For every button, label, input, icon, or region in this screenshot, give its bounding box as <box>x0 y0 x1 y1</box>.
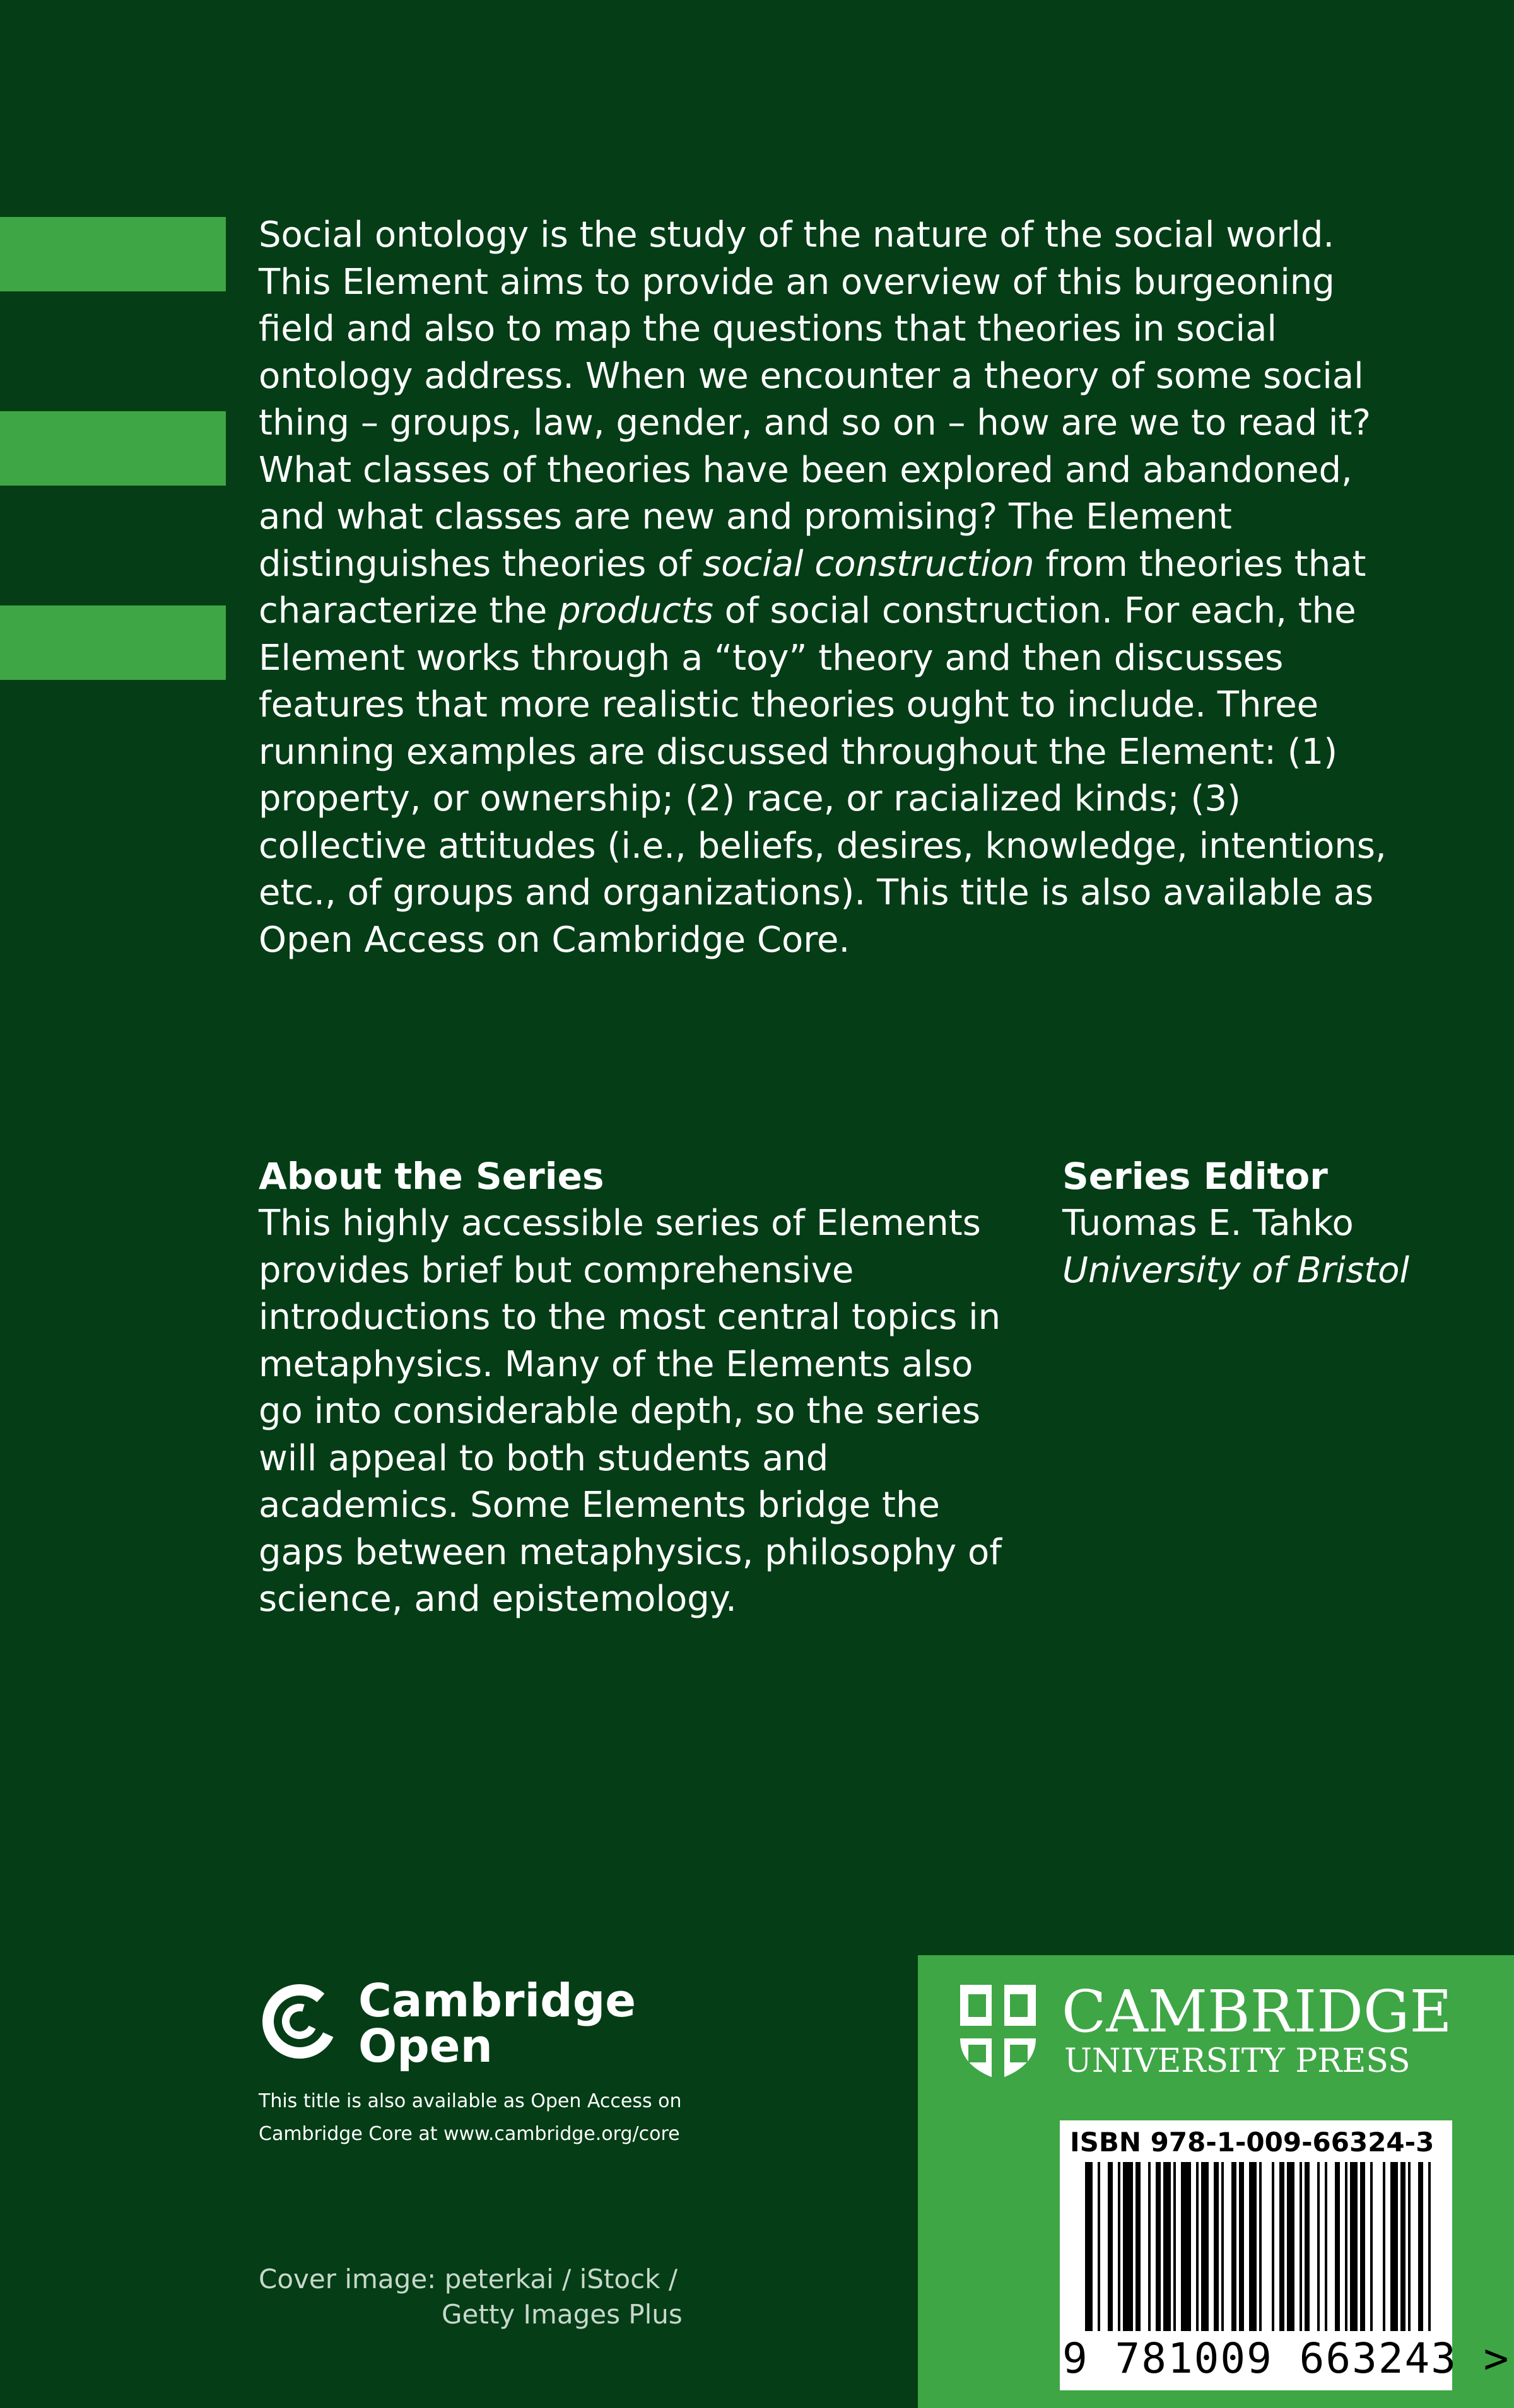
barcode-bar-16 <box>1239 2162 1244 2331</box>
barcode-bar-21 <box>1287 2162 1294 2331</box>
barcode-bar-23 <box>1305 2162 1310 2331</box>
barcode-bar-8 <box>1163 2162 1171 2331</box>
barcode-bar-29 <box>1360 2162 1365 2331</box>
decorative-green-bar-2 <box>0 411 226 486</box>
barcode-bar-17 <box>1249 2162 1257 2331</box>
about-series-heading: About the Series <box>259 1155 604 1198</box>
barcode-bar-24 <box>1317 2162 1320 2331</box>
barcode-bar-19 <box>1272 2162 1274 2331</box>
barcode-bar-11 <box>1196 2162 1199 2331</box>
cambridge-open-wordmark-line1: Cambridge <box>358 1974 637 2027</box>
publisher-name-line2: UNIVERSITY PRESS <box>1064 2042 1411 2080</box>
barcode-bar-5 <box>1136 2162 1141 2331</box>
barcode-bar-7 <box>1156 2162 1161 2331</box>
isbn-barcode <box>1060 2120 1510 2390</box>
barcode-bar-10 <box>1181 2162 1191 2331</box>
decorative-green-bar-3 <box>0 605 226 680</box>
barcode-bar-22 <box>1300 2162 1302 2331</box>
cambridge-open-wordmark-line2: Open <box>358 2019 493 2072</box>
cambridge-open-logo-icon <box>259 1980 341 2062</box>
barcode-bar-31 <box>1383 2162 1385 2331</box>
blurb-text-3: of social construction. For each, the Element works through a “toy” theory and then discusses features that more realistic theories ought to include. Three running examples are discussed throughout the Element: (1) property, or ownership; (2) race, or racialized kinds; (3) collective attitudes (i.e., beliefs, desires, knowledge, intentions, etc., of groups and organizations). This title is also available as Open Access on Cambridge Core. <box>259 590 1387 961</box>
barcode-bar-6 <box>1148 2162 1151 2331</box>
barcode-bar-9 <box>1173 2162 1176 2331</box>
barcode-bar-30 <box>1370 2162 1373 2331</box>
series-editor-heading: Series Editor <box>1062 1155 1328 1198</box>
barcode-bar-18 <box>1259 2162 1262 2331</box>
barcode-bar-27 <box>1345 2162 1347 2331</box>
publisher-panel <box>918 1955 1514 2408</box>
blurb-text-2: from theories that characterize the <box>259 543 1366 631</box>
barcode-bar-15 <box>1231 2162 1236 2331</box>
cover-image-credit-line2: Getty Images Plus <box>442 2299 683 2330</box>
barcode-bar-0 <box>1085 2162 1093 2331</box>
barcode-bar-4 <box>1123 2162 1133 2331</box>
decorative-green-bar-1 <box>0 217 226 291</box>
isbn-label: ISBN 978-1-009-66324-3 <box>1070 2127 1435 2158</box>
barcode-bars <box>1085 2162 1438 2331</box>
barcode-bar-35 <box>1418 2162 1423 2331</box>
barcode-bar-34 <box>1408 2162 1411 2331</box>
blurb-emphasis-2: products <box>558 590 713 631</box>
barcode-bar-3 <box>1118 2162 1120 2331</box>
barcode-bar-1 <box>1098 2162 1100 2331</box>
open-access-note-line1: This title is also available as Open Access on <box>259 2090 682 2112</box>
about-series-text: This highly accessible series of Elements provides brief but comprehensive introductions to the most central topics in metaphysics. Many of the Elements also go into considerable depth, so the series will appeal to both students and academics. Some Elements bridge the gaps between metaphysics, philosophy of science, and epistemology. <box>259 1203 1002 1620</box>
barcode-bar-36 <box>1428 2162 1431 2331</box>
barcode-bar-28 <box>1350 2162 1358 2331</box>
series-editor-name: Tuomas E. Tahko <box>1062 1203 1354 1244</box>
barcode-bar-32 <box>1390 2162 1398 2331</box>
barcode-digits: 9 781009 663243 > <box>1062 2334 1510 2383</box>
barcode-bar-14 <box>1221 2162 1224 2331</box>
open-access-note <box>259 2085 826 2151</box>
cover-image-credit-line1: Cover image: peterkai / iStock / <box>259 2264 678 2294</box>
university-crest-icon <box>957 1982 1039 2083</box>
blurb-text-1: Social ontology is the study of the nature of the social world. This Element aims to provide an overview of this burgeoning field and also to map the questions that theories in social ontology address. When we encounter a theory of some social thing – groups, law, gender, and so on – how are we to read it? What classes of theories have been explored and abandoned, and what classes are new and promising? The Element distinguishes theories of <box>259 214 1371 585</box>
barcode-bar-20 <box>1279 2162 1284 2331</box>
series-editor-affiliation: University of Bristol <box>1062 1250 1410 1291</box>
blurb-emphasis-1: social construction <box>702 543 1035 585</box>
barcode-bar-33 <box>1400 2162 1405 2331</box>
publisher-name-line1: CAMBRIDGE <box>1062 1978 1452 2045</box>
barcode-bar-2 <box>1108 2162 1113 2331</box>
open-access-note-line2: Cambridge Core at www.cambridge.org/core <box>259 2123 680 2145</box>
book-blurb <box>259 212 1394 964</box>
barcode-bar-26 <box>1335 2162 1340 2331</box>
barcode-bar-25 <box>1325 2162 1327 2331</box>
barcode-bar-13 <box>1214 2162 1219 2331</box>
barcode-bar-12 <box>1201 2162 1209 2331</box>
